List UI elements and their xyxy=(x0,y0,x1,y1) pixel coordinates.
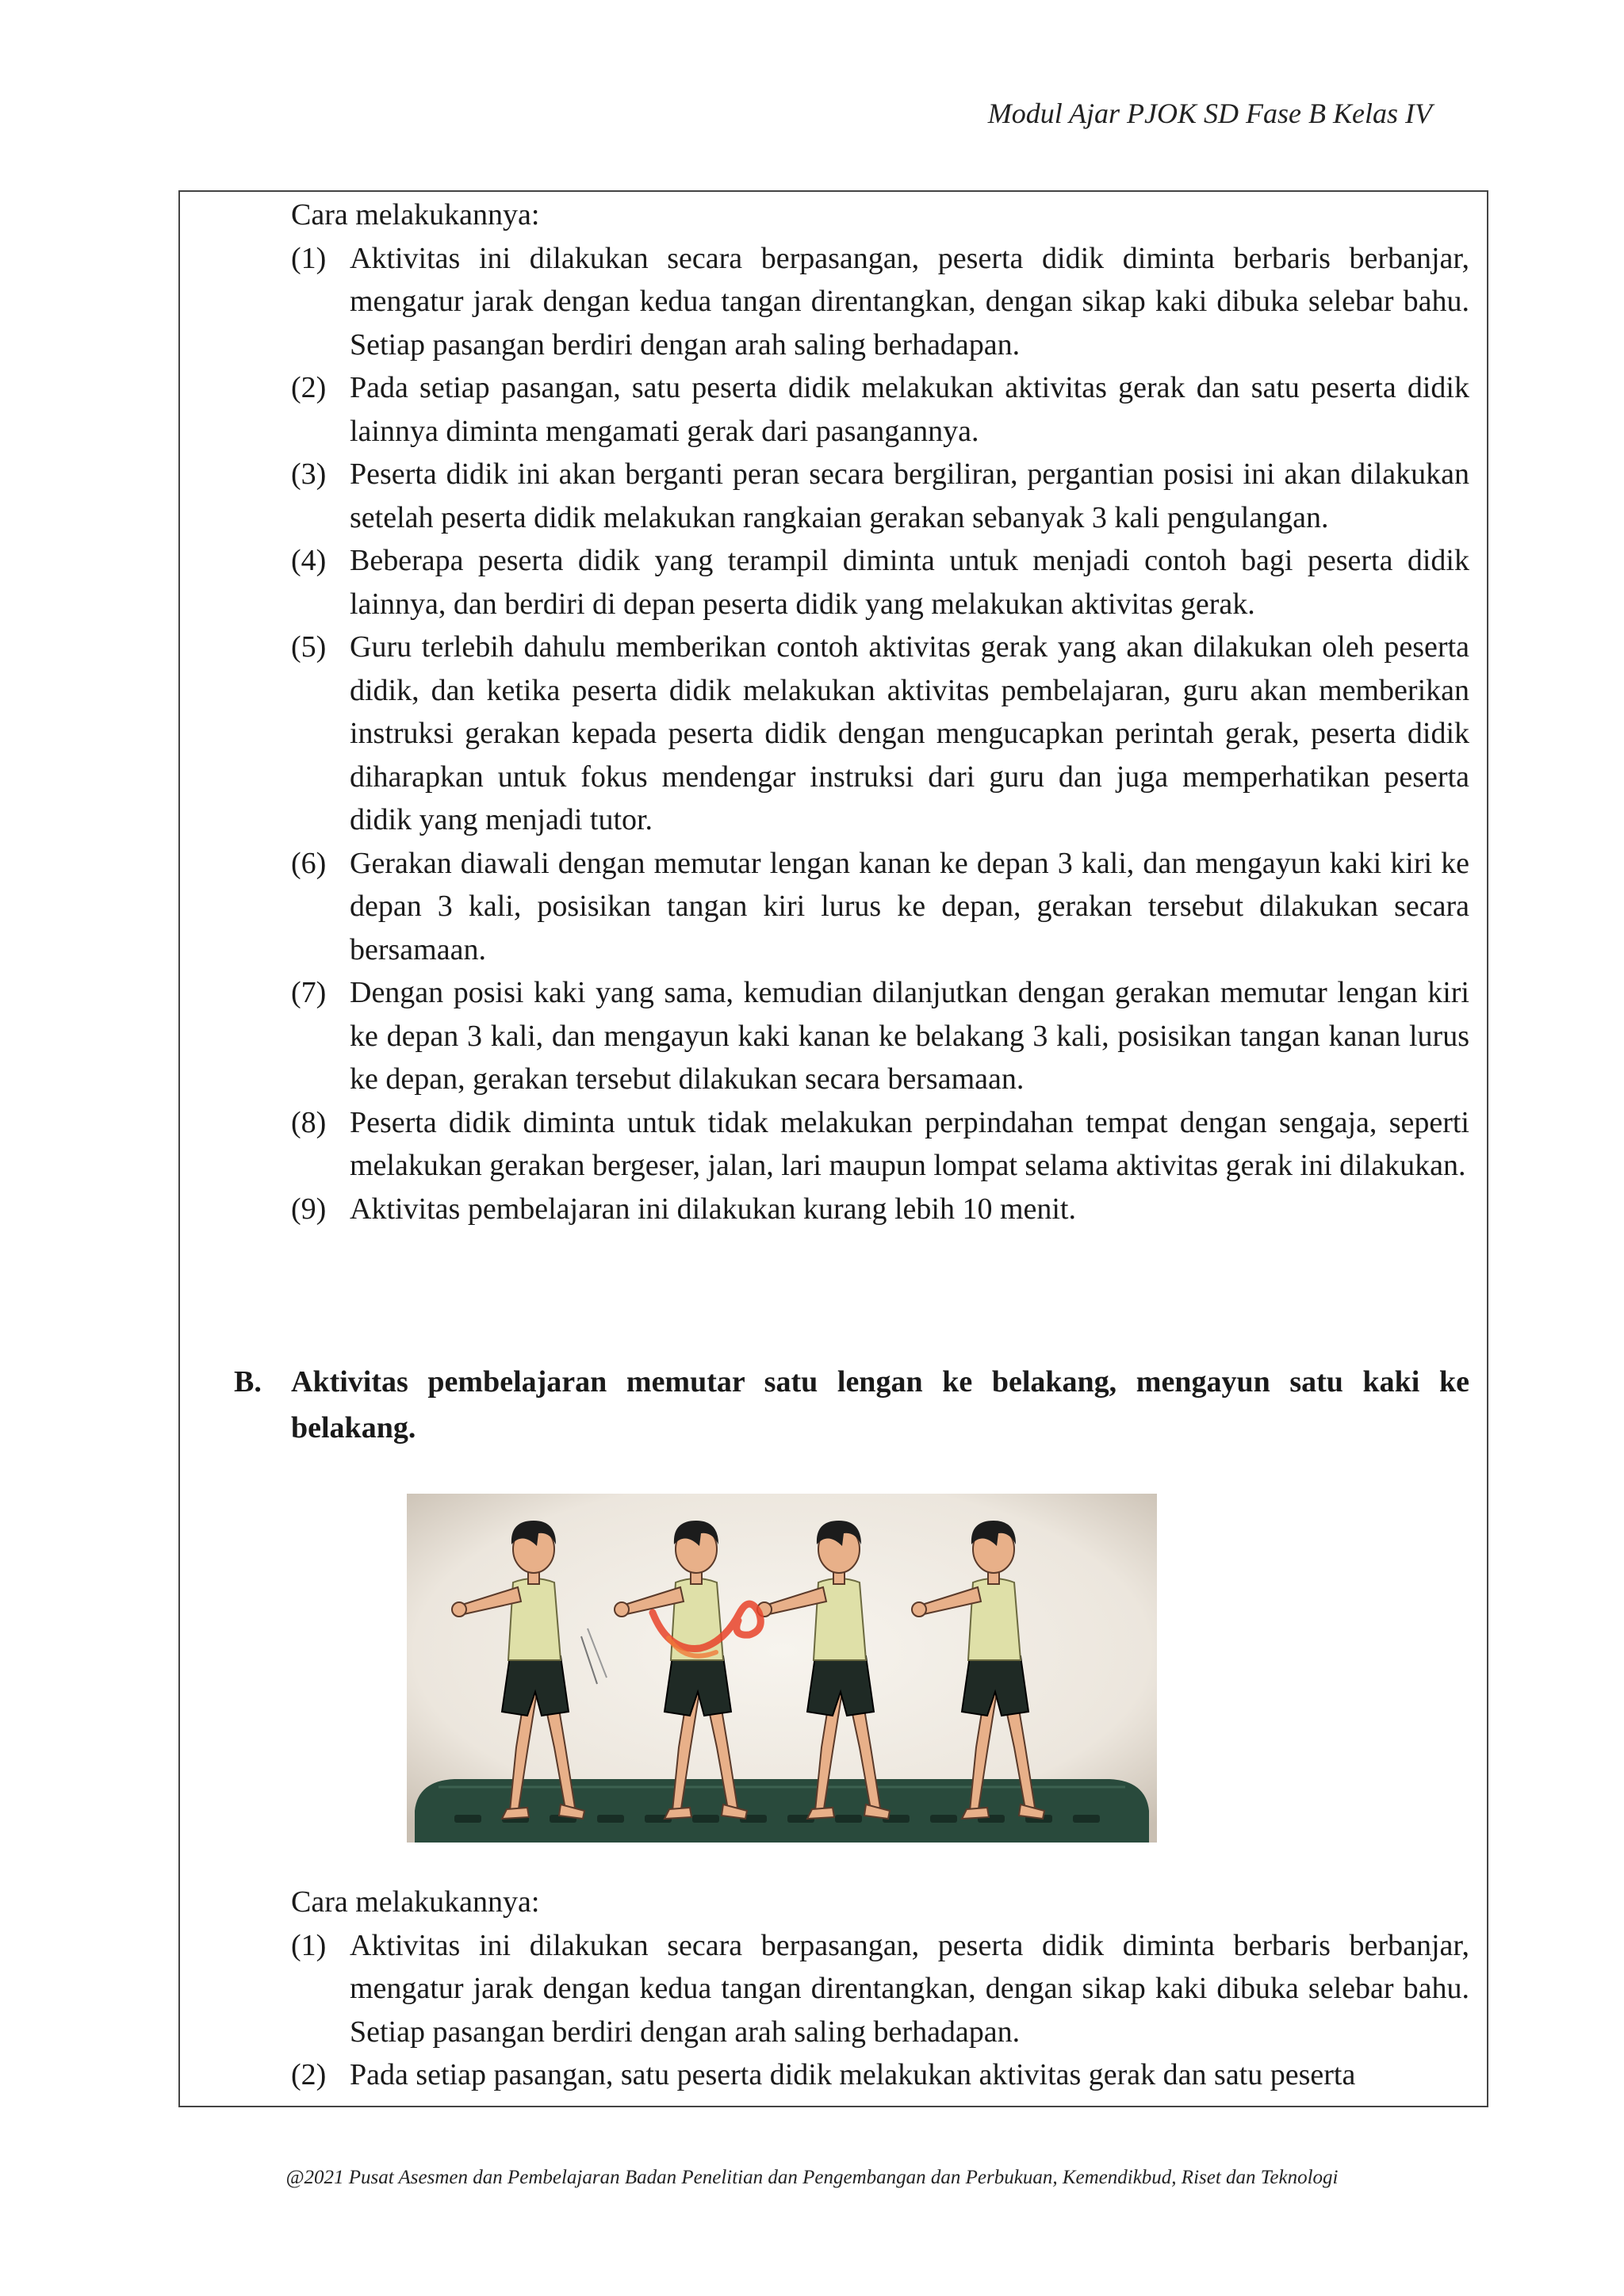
cara-heading: Cara melakukannya: xyxy=(291,198,540,232)
exercise-illustration xyxy=(407,1494,1157,1843)
step-text: Aktivitas pembelajaran ini dilakukan kurang lebih 10 menit. xyxy=(350,1192,1076,1226)
content-frame xyxy=(178,190,1488,2107)
step-number: (2) xyxy=(291,2058,327,2091)
section-title: Aktivitas pembelajaran memutar satu lengan ke belakang, mengayun satu kaki ke belakang. xyxy=(291,1365,1469,1445)
step-number: (5) xyxy=(291,630,327,664)
step-number: (9) xyxy=(291,1192,327,1226)
step-number: (1) xyxy=(291,241,327,275)
step-number: (8) xyxy=(291,1105,327,1139)
step-item xyxy=(291,1101,1469,1188)
step-item xyxy=(291,2053,1469,2097)
step-text: Pada setiap pasangan, satu peserta didik melakukan aktivitas gerak dan satu peserta xyxy=(350,2058,1356,2091)
step-item xyxy=(291,453,1469,539)
step-text: Peserta didik diminta untuk tidak melakukan perpindahan tempat dengan sengaja, seperti melakukan gerakan bergeser, jalan, lari maupun lompat selama aktivitas gerak ini dilakukan. xyxy=(350,1105,1469,1182)
step-item xyxy=(291,539,1469,626)
step-number: (2) xyxy=(291,371,327,404)
step-number: (7) xyxy=(291,976,327,1009)
step-text: Aktivitas ini dilakukan secara berpasangan, peserta didik diminta berbaris berbanjar, mengatur jarak dengan kedua tangan direntangkan, dengan sikap kaki dibuka selebar bahu. Setiap pasangan berdiri dengan arah saling berhadapan. xyxy=(350,241,1469,362)
cara-heading: Cara melakukannya: xyxy=(291,1885,540,1919)
steps-part-1 xyxy=(291,193,1469,1230)
step-item xyxy=(291,842,1469,972)
step-text: Guru terlebih dahulu memberikan contoh aktivitas gerak yang akan dilakukan oleh peserta didik, dan ketika peserta didik melakukan aktivitas pembelajaran, guru akan memberikan instruksi gerakan kepada peserta didik dengan mengucapkan perintah gerak, peserta didik diharapkan untuk fokus mendengar instruksi dari guru dan juga memperhatikan peserta didik yang menjadi tutor. xyxy=(350,630,1469,836)
section-letter: B. xyxy=(234,1365,262,1399)
step-item xyxy=(291,971,1469,1101)
page-footer: @2021 Pusat Asesmen dan Pembelajaran Badan Penelitian dan Pengembangan dan Perbukuan, Kemendikbud, Riset dan Teknologi xyxy=(285,2167,1339,2188)
running-header: Modul Ajar PJOK SD Fase B Kelas IV xyxy=(987,98,1432,129)
step-text: Peserta didik ini akan berganti peran secara bergiliran, pergantian posisi ini akan dilakukan setelah peserta didik melakukan rangkaian gerakan sebanyak 3 kali pengulangan. xyxy=(350,457,1469,534)
step-number: (4) xyxy=(291,544,327,577)
step-number: (6) xyxy=(291,846,327,880)
step-text: Beberapa peserta didik yang terampil diminta untuk menjadi contoh bagi peserta didik lainnya, dan berdiri di depan peserta didik yang melakukan aktivitas gerak. xyxy=(350,544,1469,621)
step-number: (1) xyxy=(291,1928,327,1962)
step-text: Gerakan diawali dengan memutar lengan kanan ke depan 3 kali, dan mengayun kaki kiri ke depan 3 kali, posisikan tangan kiri lurus ke depan, gerakan tersebut dilakukan secara bersamaan. xyxy=(350,846,1469,966)
step-number: (3) xyxy=(291,457,327,491)
step-item xyxy=(291,1924,1469,2054)
step-text: Pada setiap pasangan, satu peserta didik melakukan aktivitas gerak dan satu peserta didik lainnya diminta mengamati gerak dari pasangannya. xyxy=(350,371,1469,448)
steps-list-2 xyxy=(291,1924,1469,2097)
section-b-heading xyxy=(234,1359,1469,1451)
step-item xyxy=(291,1188,1469,1231)
steps-list-1 xyxy=(291,237,1469,1231)
step-text: Dengan posisi kaki yang sama, kemudian dilanjutkan dengan gerakan memutar lengan kiri ke depan 3 kali, dan mengayun kaki kanan ke belakang 3 kali, posisikan tangan kanan lurus ke depan, gerakan tersebut dilakukan secara bersamaan. xyxy=(350,976,1469,1096)
step-item xyxy=(291,626,1469,842)
step-text: Aktivitas ini dilakukan secara berpasangan, peserta didik diminta berbaris berbanjar, mengatur jarak dengan kedua tangan direntangkan, dengan sikap kaki dibuka selebar bahu. Setiap pasangan berdiri dengan arah saling berhadapan. xyxy=(350,1928,1469,2049)
steps-part-2 xyxy=(291,1881,1469,2097)
step-item xyxy=(291,366,1469,453)
step-item xyxy=(291,237,1469,367)
